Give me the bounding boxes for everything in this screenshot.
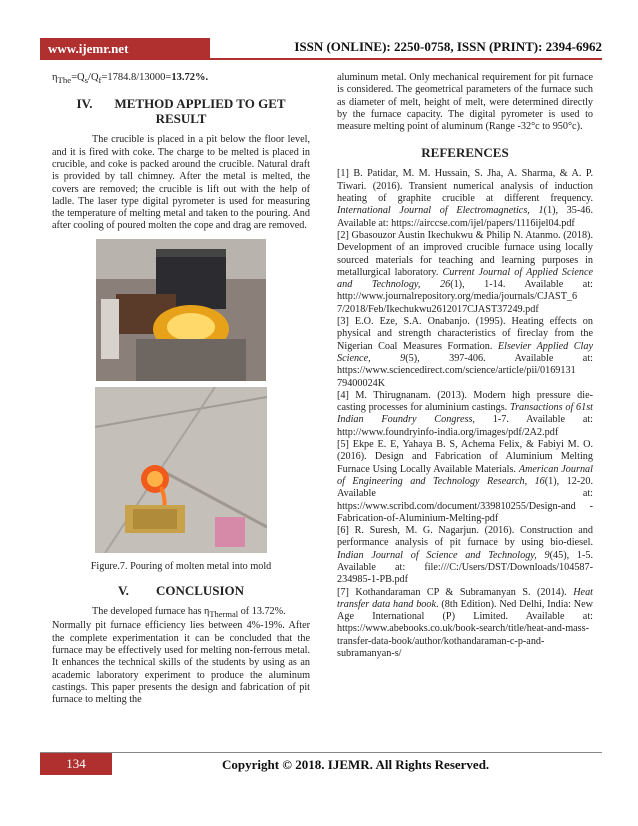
right-column [337, 72, 593, 660]
reference-item: [4] M. Thirugnanam. (2013). Modern high pressure die-casting processes for aluminium castings. Transactions of 61st Indian Foundry Congress, 1-7. Available at: http://www.foundryinfo-india.org/images/pdf/2A2.pdf [337, 389, 593, 438]
reference-item: [2] Gbasouzor Austin Ikechukwu & Philip N. Atanmo. (2018). Development of an improved crucible furnace using locally sourced materials for teaching and learning purposes in metallurgical laboratory. Current Journal of Applied Science and Technology, 26(1), 1-14. Available at: http://www.journalrepository.org/media/journals/CJAST_6 7/2018/Feb/Ikechukwu2612017CJAST37249.pdf [337, 229, 594, 315]
figure-caption: Figure.7. Pouring of molten metal into mold [90, 560, 272, 572]
copyright-notice: Copyright © 2018. IJEMR. All Rights Reserved. [222, 757, 490, 772]
reference-item: [5] Ekpe E. E, Yahaya B. S, Achema Felix, & Fabiyi M. O. (2016). Design and Fabrication of Aluminium Melting Furnace Using Locally Available Materials. American Journal of Engineering and Technology Research, 16(1), 12-20. Available at: https://www.scribd.com/document/339810255/Design-and -Fabrication-of-Aluminium-Melting-pdf [337, 439, 593, 524]
left-column [52, 72, 310, 710]
reference-item: [3] E.O. Eze, S.A. Onabanjo. (1995). Heating effects on physical and strength characteristics of fireclay from the Nigerian Coal Measures Formation. Elsevier Applied Clay Science, 9(5), 397-406. Available at: https://www.sciencedirect.com/science/article/pii/0169131 79400024K [337, 316, 593, 389]
references-list [337, 168, 593, 660]
issn-label: ISSN (ONLINE): 2250-0758, ISSN (PRINT): 2394-6962 [294, 39, 602, 54]
journal-site: www.ijemr.net [40, 38, 210, 60]
footer-rule [40, 752, 602, 753]
references-heading: REFERENCES [421, 145, 509, 161]
pouring-photo [95, 387, 267, 553]
reference-item: [7] Kothandaraman CP & Subramanyan S. (2014). Heat transfer data hand book. (8th Edition). Ned Delhi, India: New Age International (P) Limited. Available at: https://www.abebooks.co.uk/book-search/title/heat-and-mass-transfer-data-book/author/kothandaraman-c-p-and-subramanyan-s/ [337, 586, 594, 660]
efficiency-equation: $\eta_{The}=Q_s/Q_f=1784.8/13000=13.72\%$. [52, 72, 209, 86]
method-paragraph: The crucible is placed in a pit below the floor level, and it is fired with coke. The charge to be melted is placed in crucible, and coke is packed around the crucible. Natural draft is provided by tall chimney. After the metal is melted, the covers are removed; the crucible is lift out with the help of ladle. The laser type digital pyrometer is used for measuring the temperature of melting metal and taken to the pouring. And after cooling of poured molten the cope and drag are removed. [52, 134, 310, 232]
reference-item: [6] R. Suresh, M. G. Nagarjun. (2016). Construction and performance analysis of pit furnace by using bio-diesel. Indian Journal of Science and Technology, 9(45), 1-5. Available at: file:///C:/Users/DST/Downloads/104587-234985-1-PB.pdf [337, 525, 593, 586]
reference-item: [1] B. Patidar, M. M. Hussain, S. Jha, A. Sharma, & A. P. Tiwari. (2016). Transient numerical analysis of induction heating of graphite crucible at different frequency. International Journal of Electromagnetics, 1(1), 35-46. Available at: https://airccse.com/ijel/papers/1116ijel04.pdf [337, 168, 593, 229]
header-rule [210, 58, 602, 60]
page-header [40, 38, 602, 60]
section-heading-conclusion: V. CONCLUSION [117, 583, 245, 599]
furnace-photo [96, 239, 266, 381]
continued-paragraph: aluminum metal. Only mechanical requirement for pit furnace is considered. The geometrical parameters of the furnace such as diameter of melt, height of melt, were determined directly by the furnace capacity. The digital pyrometer is used to measure melting point of aluminum (Range -32°c to 950°c). [337, 72, 593, 133]
conclusion-first-line: The developed furnace has $\eta_{Thermal}$ of 13.72%. [92, 606, 286, 620]
page-number: 134 [40, 753, 112, 775]
section-heading-method: IV. METHOD APPLIED TO GET RESULT [76, 96, 286, 127]
conclusion-paragraph: Normally pit furnace efficiency lies between 4%-19%. After the complete experimentation it can be concluded that the furnace may be effectively used for melting non-ferrous metal. It enhances the technical skills of the students by using as an academic laboratory experiment to produce the aluminum castings. This paper presents the design and fabrication of pit furnace to melting the [52, 620, 310, 706]
